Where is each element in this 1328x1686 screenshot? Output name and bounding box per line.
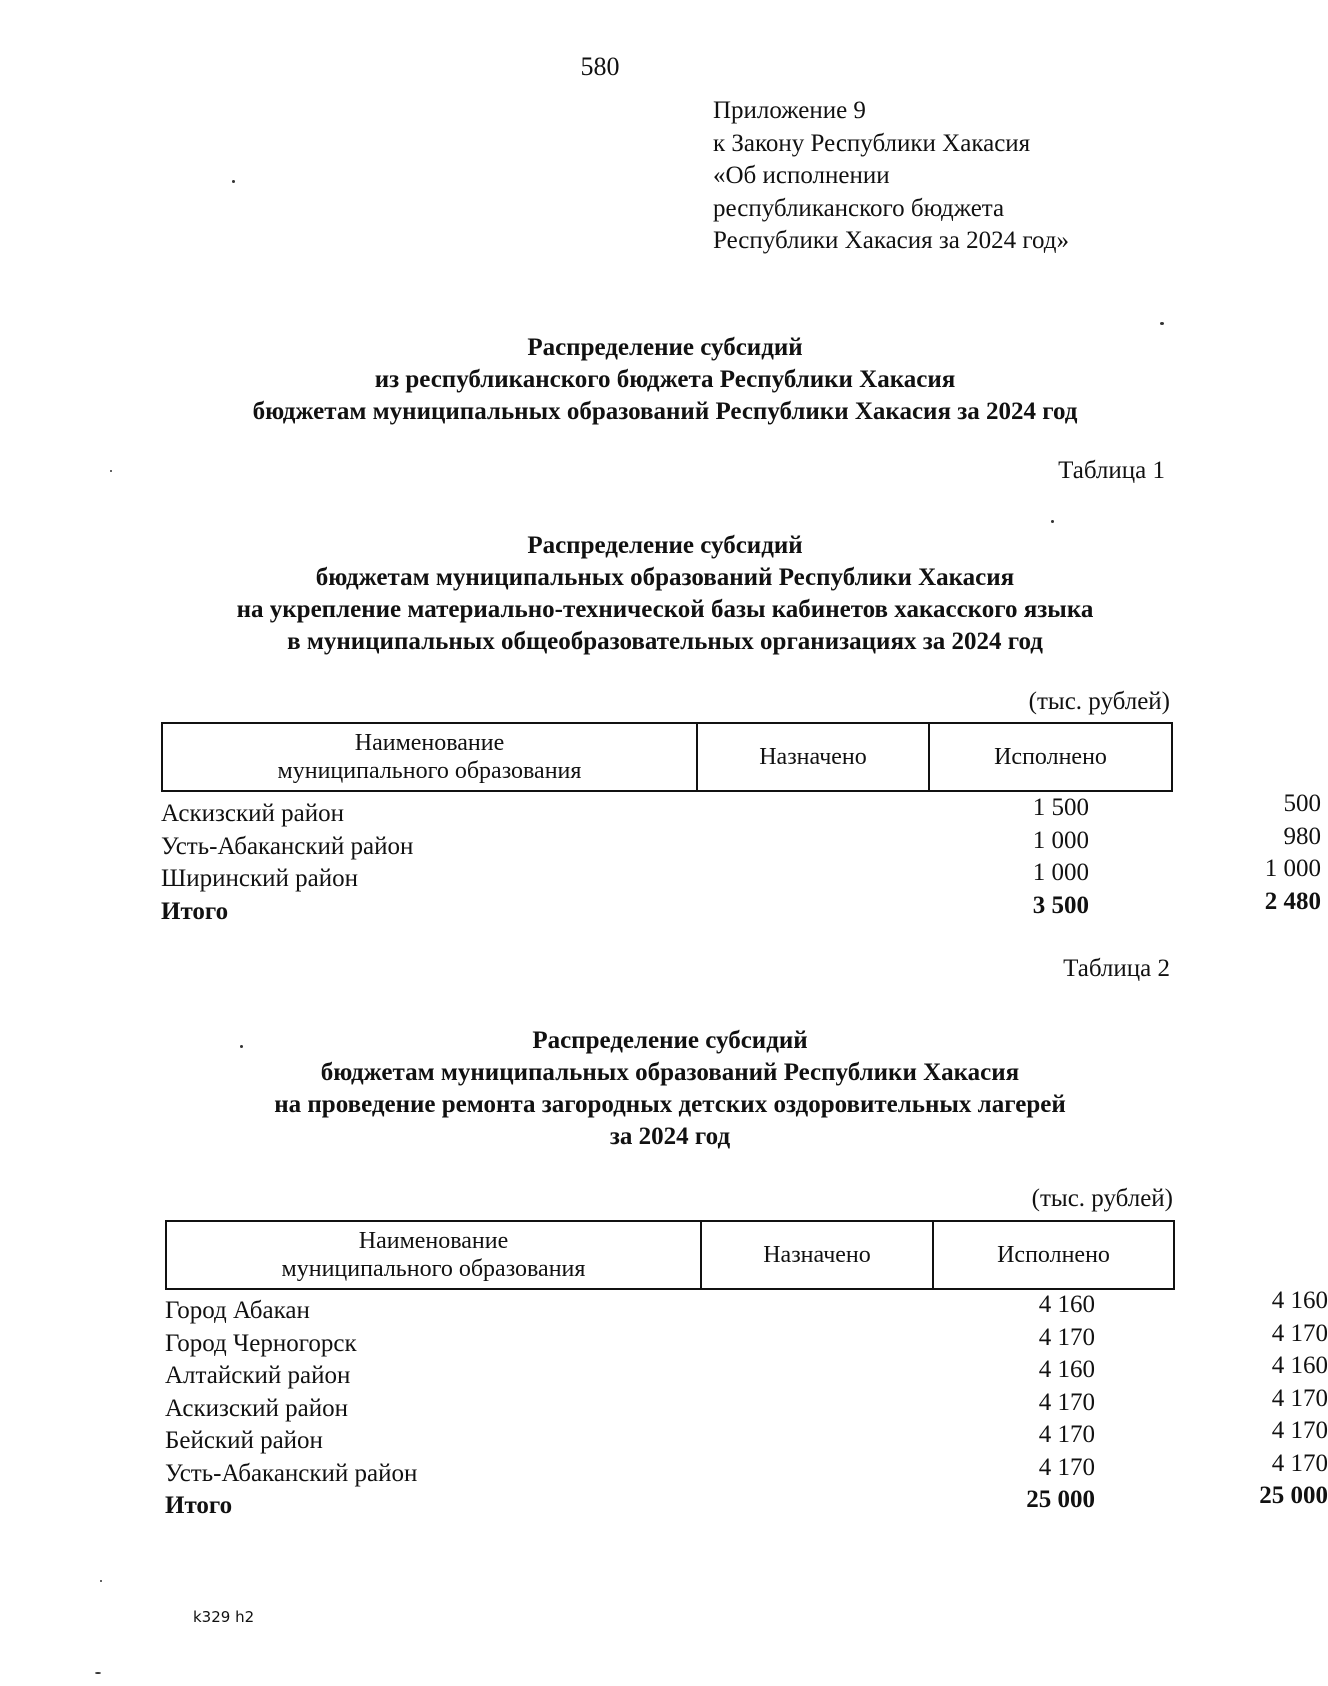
total-assigned: 25 000 bbox=[1026, 1486, 1095, 1513]
table1-label: Таблица 1 bbox=[1058, 457, 1165, 484]
table1-unit: (тыс. рублей) bbox=[1028, 688, 1170, 715]
table2-header-assigned: Назначено bbox=[701, 1221, 933, 1289]
appendix-line: «Об исполнении bbox=[713, 162, 890, 189]
header-name-line1: Наименование bbox=[354, 730, 505, 756]
row-name: Аскизский район bbox=[165, 1394, 349, 1422]
main-title bbox=[100, 332, 1230, 428]
row-executed: 4 170 bbox=[1271, 1384, 1328, 1412]
row-executed: 4 160 bbox=[1271, 1352, 1328, 1379]
table1-title-line: на укрепление материально-технической базы кабинетов хакасского языка bbox=[236, 596, 1094, 623]
row-assigned: 4 170 bbox=[1038, 1323, 1095, 1351]
row-name: Усть-Абаканский район bbox=[165, 1459, 418, 1487]
footer-code: k329 h2 bbox=[193, 1608, 255, 1626]
table2-body bbox=[165, 1287, 1328, 1525]
total-executed: 2 480 bbox=[1264, 887, 1321, 915]
header-name-line2: муниципального образования bbox=[281, 1256, 586, 1282]
table2-header-executed: Исполнено bbox=[933, 1221, 1174, 1289]
row-executed: 4 170 bbox=[1271, 1319, 1328, 1347]
table1-header-name bbox=[162, 723, 697, 791]
table2-title-line: Распределение субсидий bbox=[532, 1027, 808, 1054]
row-executed: 980 bbox=[1283, 822, 1321, 850]
table-total-row bbox=[161, 887, 1321, 931]
table1-title-line: Распределение субсидий bbox=[527, 532, 803, 559]
table2-label: Таблица 2 bbox=[1063, 955, 1170, 982]
main-title-line: бюджетам муниципальных образований Республики Хакасия за 2024 год bbox=[252, 398, 1078, 425]
row-assigned: 1 000 bbox=[1032, 859, 1089, 886]
table1-body bbox=[161, 790, 1321, 930]
appendix-reference bbox=[713, 95, 1069, 258]
row-name: Город Черногорск bbox=[165, 1329, 357, 1357]
row-assigned: 4 160 bbox=[1038, 1356, 1095, 1383]
total-label: Итого bbox=[165, 1492, 233, 1519]
row-executed: 1 000 bbox=[1264, 855, 1321, 882]
table2-title bbox=[105, 1025, 1235, 1153]
row-assigned: 4 160 bbox=[1038, 1291, 1095, 1318]
table2-header-name bbox=[166, 1221, 701, 1289]
appendix-line: к Закону Республики Хакасия bbox=[713, 129, 1031, 157]
row-executed: 500 bbox=[1283, 790, 1321, 817]
scan-speck bbox=[1051, 520, 1054, 523]
header-name-line2: муниципального образования bbox=[277, 758, 582, 784]
scan-speck bbox=[110, 470, 112, 472]
scan-speck bbox=[1160, 322, 1164, 325]
main-title-line: Распределение субсидий bbox=[527, 334, 803, 361]
row-name: Аскизский район bbox=[161, 800, 345, 827]
row-name: Ширинский район bbox=[161, 865, 358, 892]
row-executed: 4 170 bbox=[1271, 1417, 1328, 1444]
row-name: Алтайский район bbox=[165, 1362, 351, 1389]
row-executed: 4 170 bbox=[1271, 1449, 1328, 1477]
scan-speck bbox=[232, 180, 235, 183]
row-name: Бейский район bbox=[165, 1427, 323, 1454]
row-assigned: 1 500 bbox=[1032, 794, 1089, 821]
table1-header bbox=[161, 722, 1173, 792]
table1-title-line: бюджетам муниципальных образований Республики Хакасия bbox=[315, 564, 1015, 591]
appendix-line: Приложение 9 bbox=[713, 97, 866, 124]
table2-title-line: бюджетам муниципальных образований Республики Хакасия bbox=[320, 1059, 1020, 1086]
row-name: Усть-Абаканский район bbox=[161, 832, 414, 860]
row-name: Город Абакан bbox=[165, 1297, 310, 1324]
page-number: 580 bbox=[580, 52, 620, 81]
total-label: Итого bbox=[161, 897, 229, 925]
row-assigned: 4 170 bbox=[1038, 1421, 1095, 1448]
table1-title-line: в муниципальных общеобразовательных организациях за 2024 год bbox=[287, 628, 1043, 655]
scan-speck bbox=[100, 1580, 102, 1582]
scan-speck bbox=[240, 1045, 243, 1048]
table1-title bbox=[100, 530, 1230, 658]
table2-header bbox=[165, 1220, 1175, 1290]
scan-speck bbox=[95, 1672, 101, 1674]
row-executed: 4 160 bbox=[1271, 1287, 1328, 1314]
table2-unit: (тыс. рублей) bbox=[1031, 1185, 1173, 1212]
appendix-line: республиканского бюджета bbox=[713, 194, 1005, 222]
total-assigned: 3 500 bbox=[1032, 891, 1089, 919]
row-assigned: 4 170 bbox=[1038, 1453, 1095, 1481]
table-total-row bbox=[165, 1482, 1328, 1525]
table2-title-line: за 2024 год bbox=[609, 1123, 731, 1150]
table1-header-assigned: Назначено bbox=[697, 723, 929, 791]
row-assigned: 4 170 bbox=[1038, 1388, 1095, 1416]
appendix-line: Республики Хакасия за 2024 год» bbox=[713, 227, 1070, 254]
header-name-line1: Наименование bbox=[358, 1228, 509, 1254]
row-assigned: 1 000 bbox=[1032, 826, 1089, 854]
main-title-line: из республиканского бюджета Республики Хакасия bbox=[374, 366, 956, 393]
total-executed: 25 000 bbox=[1259, 1482, 1328, 1509]
table1-header-executed: Исполнено bbox=[929, 723, 1172, 791]
table2-title-line: на проведение ремонта загородных детских оздоровительных лагерей bbox=[274, 1091, 1066, 1118]
